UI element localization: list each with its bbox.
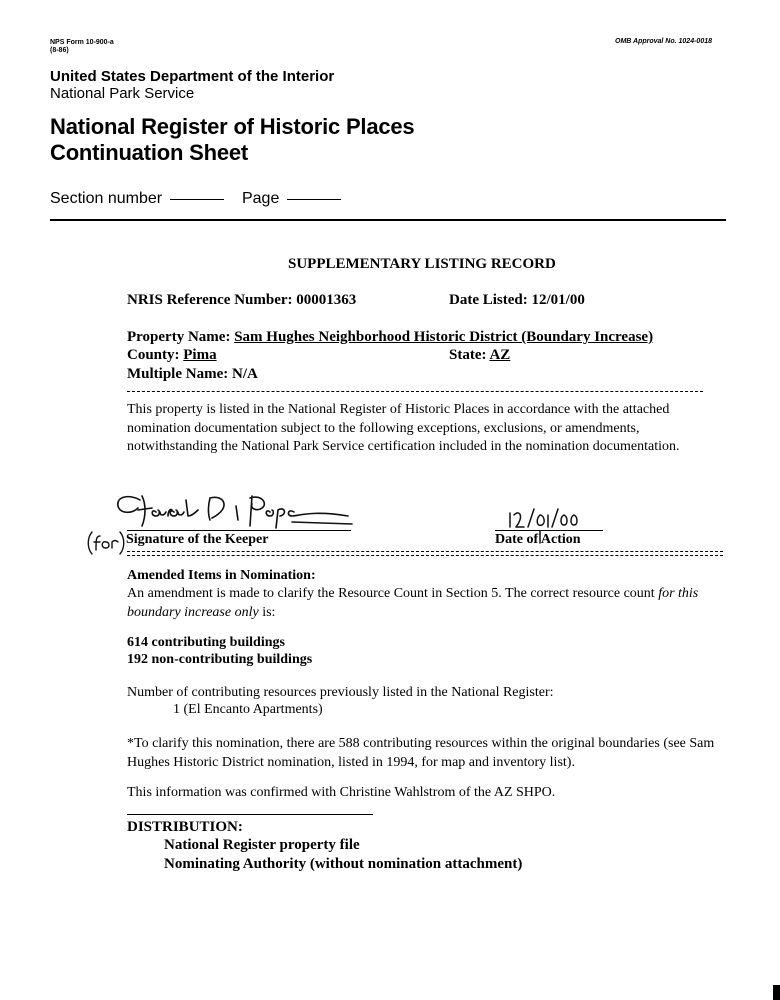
- confirmation-note: This information was confirmed with Christine Wahlstrom of the AZ SHPO.: [127, 785, 556, 800]
- amended-intro-italic: for this boundary increase only: [127, 586, 699, 620]
- dashed-separator: [127, 391, 703, 392]
- nris-value: 00001363: [296, 292, 357, 308]
- keeper-signature-line: [127, 530, 351, 531]
- amended-intro-end: is:: [258, 604, 276, 620]
- date-of-action-line: [495, 530, 603, 531]
- clarification-note: *To clarify this nomination, there are 588 contributing resources within the original boundaries (see Sam Hughes Historic District nomination, listed in 1994, for map and inventory list).: [127, 736, 715, 770]
- form-number: NPS Form 10-900-a: [50, 39, 114, 46]
- distribution-item: Nominating Authority (without nomination attachment): [164, 856, 523, 872]
- noncontributing-count: 192 non-contributing buildings: [127, 652, 313, 667]
- form-date: (8-86): [50, 47, 69, 54]
- multiple-name-value: N/A: [231, 366, 258, 382]
- department-name: United States Department of the Interior: [50, 68, 335, 85]
- date-listed-line: [449, 292, 585, 309]
- form-title-line2: Continuation Sheet: [50, 140, 249, 165]
- date-listed-label: Date Listed:: [449, 292, 528, 308]
- keeper-signature: [112, 486, 360, 534]
- keeper-label: Signature of the Keeper: [126, 532, 269, 547]
- date-listed-value: 12/01/00: [531, 292, 585, 308]
- county-label: County:: [127, 347, 180, 363]
- listing-statement: This property is listed in the National Register of Historic Places in accordance with the attached nomination documentation subject to the following exceptions, exclusions, or amendments, notwithstanding the National Park Service certification included in the nomination documentation.: [127, 402, 680, 454]
- previous-listed-value: 1 (El Encanto Apartments): [173, 702, 323, 717]
- distribution-rule: [127, 814, 373, 815]
- omb-approval: OMB Approval No. 1024-0018: [615, 38, 712, 45]
- section-page-line: [50, 190, 341, 208]
- property-name-line: [127, 329, 653, 346]
- page-field: [287, 199, 341, 200]
- section-number-field: [170, 199, 224, 200]
- amended-heading: Amended Items in Nomination:: [127, 568, 316, 583]
- date-of-action-label: Date of Action: [495, 532, 581, 547]
- amended-intro-regular: An amendment is made to clarify the Resource Count in Section 5. The correct resource count: [127, 586, 659, 601]
- distribution-item: National Register property file: [164, 837, 360, 853]
- distribution-heading: DISTRIBUTION:: [127, 819, 243, 835]
- amended-intro: [127, 585, 727, 622]
- previous-listed-label: Number of contributing resources previously listed in the National Register:: [127, 685, 554, 700]
- multiple-name-line: [127, 366, 258, 383]
- property-name-value: Sam Hughes Neighborhood Historic District (Boundary Increase): [234, 329, 654, 345]
- county-value: Pima: [183, 347, 217, 363]
- double-dashed-separator: [127, 551, 723, 556]
- contributing-count: 614 contributing buildings: [127, 635, 285, 650]
- scan-edge: [773, 985, 780, 1000]
- form-title-line1: National Register of Historic Places: [50, 114, 415, 139]
- property-name-label: Property Name:: [127, 329, 231, 345]
- service-name: National Park Service: [50, 85, 195, 102]
- record-heading: SUPPLEMENTARY LISTING RECORD: [288, 256, 556, 272]
- for-annotation: [86, 530, 126, 556]
- state-label: State:: [449, 347, 487, 363]
- multiple-name-label: Multiple Name:: [127, 366, 229, 382]
- county-line: [127, 347, 217, 364]
- section-number-label: Section number: [50, 190, 163, 207]
- header-rule: [50, 219, 726, 221]
- nris-label: NRIS Reference Number:: [127, 292, 293, 308]
- nris-line: [127, 292, 356, 309]
- page-label: Page: [241, 190, 280, 207]
- state-line: [449, 347, 510, 364]
- state-value: AZ: [489, 347, 511, 363]
